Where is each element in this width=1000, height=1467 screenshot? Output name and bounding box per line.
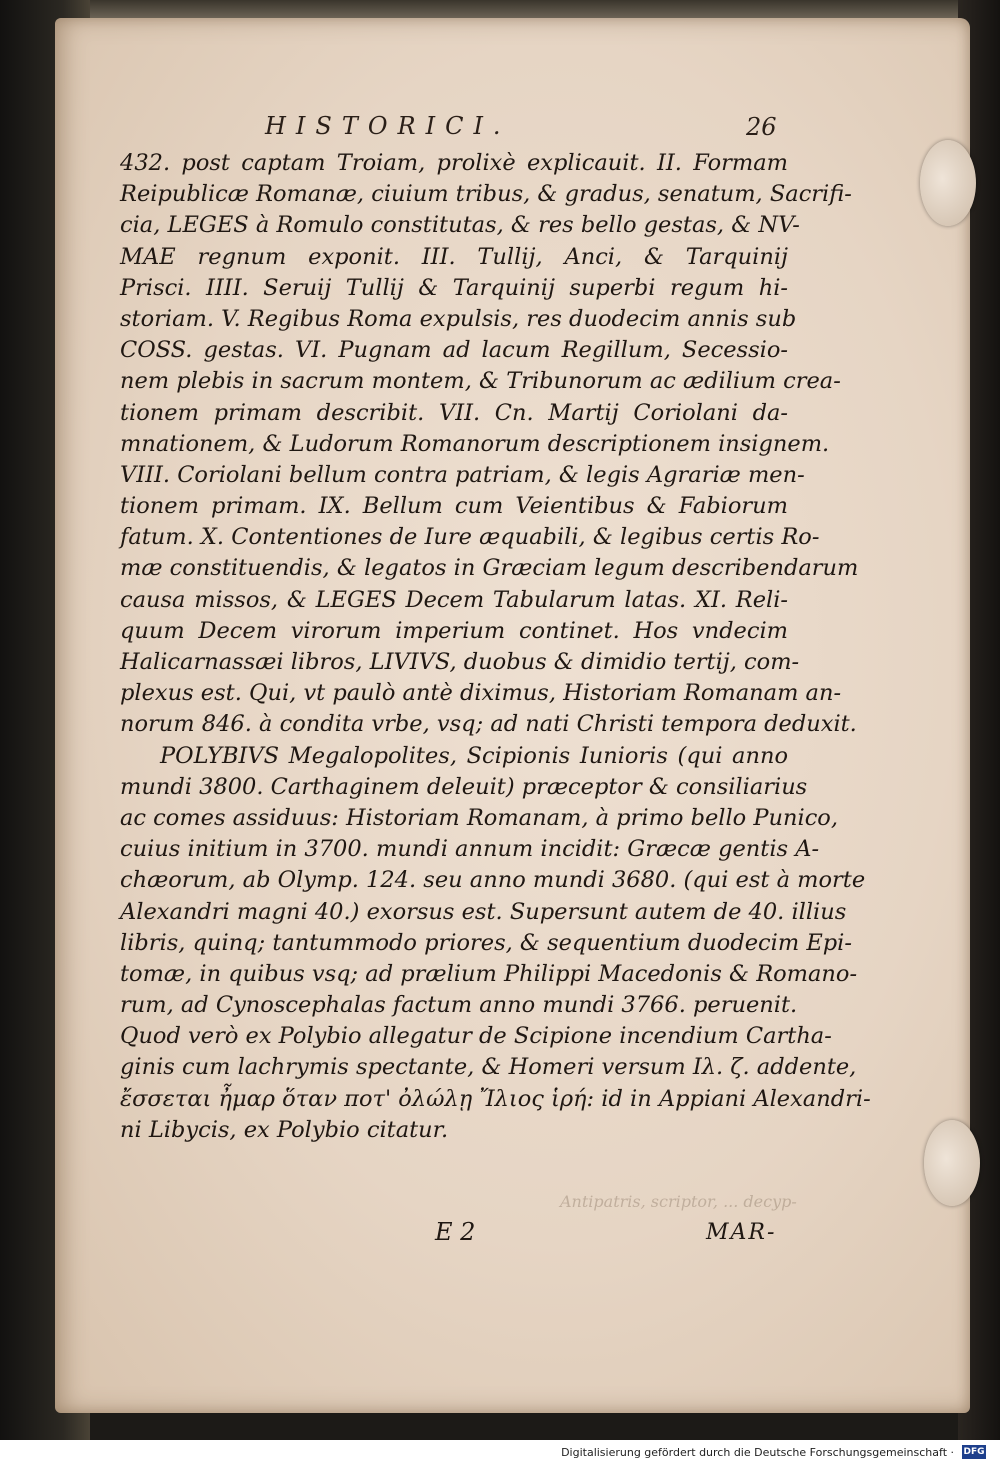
text-line: fatum. X. Contentiones de Iure æquabili, & legibus certis Ro- (120, 524, 820, 551)
text-line: ni Libycis, ex Polybio citatur. (120, 1116, 449, 1143)
text-line: ac comes assiduus: Historiam Romanam, à primo bello Punico, (120, 804, 839, 831)
text-line: norum 846. à condita vrbe, vsq; ad nati Christi tempora deduxit. (120, 711, 857, 738)
text-line: mundi 3800. Carthaginem deleuit) præceptor & consiliarius (120, 773, 808, 800)
text-line: ἔσσεται ἦμαρ ὅταν ποτ' ὀλώλῃ Ἴλιος ἱρή: id in Appiani Alexandri- (120, 1085, 871, 1112)
text-line: Alexandri magni 40.) exorsus est. Supersunt autem de 40. illius (120, 898, 847, 925)
page-number: 26 (746, 113, 777, 141)
bleedthrough-text: Antipatris, scriptor, ... decyp- (560, 1192, 797, 1211)
running-header: HISTORICI. (265, 112, 511, 140)
text-line: chæorum, ab Olymp. 124. seu anno mundi 3680. (qui est à morte (120, 867, 866, 894)
text-line: POLYBIVS Megalopolites, Scipionis Iunioris (qui anno (160, 742, 788, 769)
text-line: libris, quinq; tantummodo priores, & sequentium duodecim Epi- (120, 929, 852, 956)
text-line: plexus est. Qui, vt paulò antè diximus, Historiam Romanam an- (120, 680, 842, 707)
text-line: rum, ad Cynoscephalas factum anno mundi 3766. peruenit. (120, 992, 798, 1019)
text-line: mæ constituendis, & legatos in Græciam legum describendarum (120, 555, 859, 582)
text-line: Quod verò ex Polybio allegatur de Scipione incendium Cartha- (120, 1023, 832, 1050)
page-tab-top (920, 140, 976, 226)
text-line: causa missos, & LEGES Decem Tabularum latas. XI. Reli- (120, 586, 788, 613)
text-line: MAE regnum exponit. III. Tullij, Anci, & Tarquinij (120, 243, 788, 270)
dfg-logo-icon: DFG (963, 1447, 985, 1457)
text-line: ginis cum lachrymis spectante, & Homeri versum Ιλ. ζ. addente, (120, 1054, 857, 1081)
text-line: storiam. V. Regibus Roma expulsis, res duodecim annis sub (120, 305, 797, 332)
text-line: 432. post captam Troiam, prolixè explicauit. II. Formam (120, 150, 788, 176)
text-line: cia, LEGES à Romulo constitutas, & res bello gestas, & NV- (120, 212, 800, 239)
text-line: tionem primam describit. VII. Cn. Martij Coriolani da- (120, 399, 788, 426)
signature-mark: E 2 (435, 1218, 476, 1246)
text-line: Reipublicæ Romanæ, ciuium tribus, & gradus, senatum, Sacrifi- (120, 181, 852, 208)
text-line: VIII. Coriolani bellum contra patriam, & legis Agrariæ men- (120, 461, 805, 488)
catchword: MAR- (706, 1220, 777, 1245)
text-line: mnationem, & Ludorum Romanorum descriptionem insignem. (120, 430, 830, 457)
text-line: COSS. gestas. VI. Pugnam ad lacum Regillum, Secessio- (120, 337, 788, 364)
text-line: Halicarnassæi libros, LIVIVS, duobus & dimidio tertij, com- (120, 649, 800, 675)
text-line: quum Decem virorum imperium continet. Hos vndecim (120, 617, 788, 644)
text-line: Prisci. IIII. Seruij Tullij & Tarquinij superbi regum hi- (120, 274, 788, 301)
page-tab-bottom (924, 1120, 980, 1206)
body-text (120, 148, 871, 1146)
credit-text: Digitalisierung gefördert durch die Deutsche Forschungsgemeinschaft · (561, 1446, 954, 1459)
text-line: tionem primam. IX. Bellum cum Veientibus & Fabiorum (120, 493, 788, 520)
text-line: tomæ, in quibus vsq; ad prælium Philippi Macedonis & Romano- (120, 960, 858, 987)
text-line: nem plebis in sacrum montem, & Tribunorum ac ædilium crea- (120, 368, 841, 395)
text-line: cuius initium in 3700. mundi annum incidit: Græcæ gentis A- (120, 836, 820, 863)
